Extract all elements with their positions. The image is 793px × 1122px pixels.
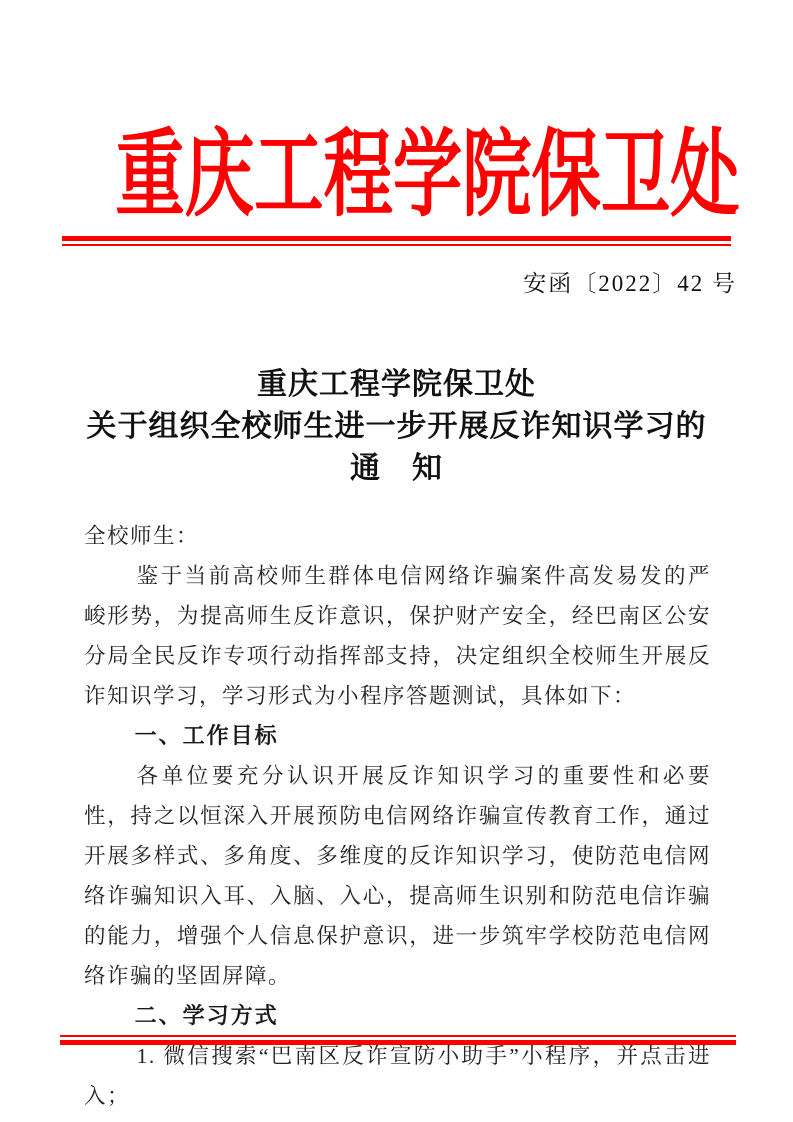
list-item-1: 1. 微信搜索“巴南区反诈宣防小助手”小程序，并点击进入； — [84, 1044, 711, 1108]
document-number: 安函〔2022〕42 号 — [523, 271, 737, 296]
letterhead — [0, 0, 793, 226]
letterhead-agency-name: 重庆工程学院保卫处 — [115, 122, 740, 228]
paragraph-goals: 各单位要充分认识开展反诈知识学习的重要性和必要性，持之以恒深入开展预防电信网络诈骗宣传教育工作，通过开展多样式、多角度、多维度的反诈知识学习，使防范电信网络诈骗知识入耳、入脑、入心，提高师生识别和防范电信诈骗的能力，增强个人信息保护意识，进一步筑牢学校防范电信网络诈骗的坚固屏障。 — [84, 764, 711, 988]
footer-divider-rule — [60, 1035, 736, 1045]
document-title-line2: 关于组织全校师生进一步开展反诈知识学习的 — [86, 410, 707, 443]
paragraph-intro: 鉴于当前高校师生群体电信网络诈骗案件高发易发的严峻形势，为提高师生反诈意识，保护财产安全，经巴南区公安分局全民反诈专项行动指挥部支持，决定组织全校师生开展反诈知识学习，学习形式为小程序答题测试，具体如下： — [84, 564, 711, 708]
section-heading-2: 二、学习方式 — [134, 1003, 279, 1028]
document-title — [0, 364, 793, 490]
letterhead-divider-rule — [62, 236, 731, 246]
document-body — [0, 516, 793, 1116]
document-title-line1: 重庆工程学院保卫处 — [257, 368, 536, 401]
section-heading-1: 一、工作目标 — [134, 723, 279, 748]
document-title-line3: 通 知 — [350, 452, 443, 485]
salutation: 全校师生： — [84, 524, 200, 548]
